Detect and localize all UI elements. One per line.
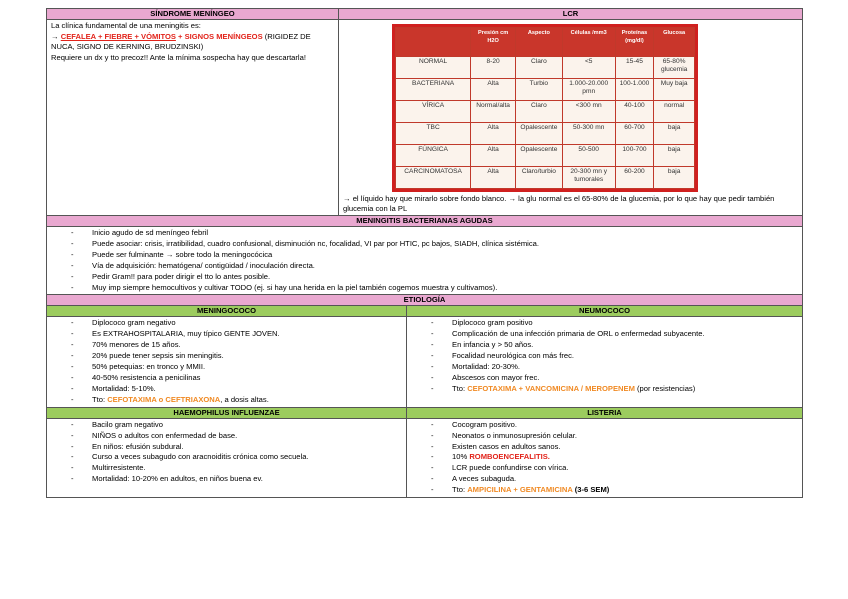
lcr-col-header: Aspecto: [515, 28, 562, 57]
lcr-cell: BACTERIANA: [396, 79, 471, 101]
tto-drug: AMPICILINA + GENTAMICINA: [467, 485, 573, 495]
lcr-cell: Muy baja: [654, 79, 695, 101]
lcr-cell: 65-80% glucemia: [654, 57, 695, 79]
list-item: - Neonatos o inmunosupresión celular.: [411, 431, 798, 442]
lcr-cell: 20-300 mn y tumorales: [562, 167, 615, 189]
lcr-col-header: Células /mm3: [562, 28, 615, 57]
tto-label: Tto:: [452, 485, 468, 495]
neumococo-header: NEUMOCOCO: [407, 306, 803, 317]
list-item: - 50% petequias: en tronco y MMII.: [51, 362, 402, 373]
lcr-row: [396, 145, 695, 167]
list-item: - En niños: efusión subdural.: [51, 442, 402, 453]
listeria-list: [411, 420, 798, 496]
lcr-cell: Normal/alta: [471, 101, 516, 123]
meningococo-cell: [47, 317, 407, 407]
list-item: - Mortalidad: 10-20% en adultos, en niños buena ev.: [51, 474, 402, 485]
tto-label: Tto:: [92, 394, 108, 404]
sindrome-line3: Requiere un dx y tto precoz!! Ante la mínima sospecha hay que descartarla!: [51, 52, 306, 62]
lcr-cell: <300 mn: [562, 101, 615, 123]
romb-prefix: 10%: [452, 452, 470, 462]
lcr-cell: NORMAL: [396, 57, 471, 79]
list-item: - Cocogram positivo.: [411, 420, 798, 431]
lcr-row: [396, 57, 695, 79]
summary-table: [46, 8, 803, 306]
haemophilus-cell: [47, 418, 407, 497]
lcr-cell: Alta: [471, 79, 516, 101]
list-item: - NIÑOS o adultos con enfermedad de base.: [51, 431, 402, 442]
sindrome-header: SÍNDROME MENÍNGEO: [47, 9, 339, 20]
list-item: - Vía de adquisición: hematógena/ contigüidad / inoculación directa.: [51, 261, 798, 272]
listeria-cell: [407, 418, 803, 497]
list-item: - Multirresistente.: [51, 463, 402, 474]
list-item: - 70% menores de 15 años.: [51, 340, 402, 351]
agudas-list: [51, 228, 798, 293]
lcr-row: [396, 167, 695, 189]
lcr-row: [396, 101, 695, 123]
lcr-cell: Opalescente: [515, 145, 562, 167]
sindrome-signos-detail: (RIGIDEZ DE NUCA, SIGNO DE KERNING, BRUDZINSKI): [51, 31, 311, 51]
list-item: - LCR puede confundirse con vírica.: [411, 463, 798, 474]
lcr-cell: Opalescente: [515, 123, 562, 145]
list-item: - Puede ser fulminante → sobre todo la meningocócica: [51, 250, 798, 261]
lcr-note: → el líquido hay que mirarlo sobre fondo blanco. → la glu normal es el 65-80% de la glucemia, por lo que hay que pedir también glucemia con la PL: [343, 194, 775, 213]
neumococo-list: [411, 318, 798, 394]
list-item: - Bacilo gram negativo: [51, 420, 402, 431]
arrow-glyph: →: [51, 31, 61, 41]
meningococo-header: MENINGOCOCO: [47, 306, 407, 317]
sindrome-line1: La clínica fundamental de una meningitis es:: [51, 21, 201, 30]
lcr-col-header: Glucosa: [654, 28, 695, 57]
list-item: - Existen casos en adultos sanos.: [411, 442, 798, 453]
neumococo-cell: [407, 317, 803, 407]
lcr-table-frame: [392, 24, 698, 192]
tto-drug: CEFOTAXIMA o CEFTRIAXONA: [107, 394, 221, 404]
list-item: - 20% puede tener sepsis sin meningitis.: [51, 351, 402, 362]
lcr-cell: Turbio: [515, 79, 562, 101]
lcr-cell: baja: [654, 167, 695, 189]
lcr-cell: Claro: [515, 101, 562, 123]
meningococo-tto: [51, 395, 402, 406]
list-item: - Mortalidad: 5-10%.: [51, 384, 402, 395]
list-item: - Inicio agudo de sd meníngeo febril: [51, 228, 798, 239]
listeria-tto: [411, 485, 798, 496]
document-sheet: [46, 8, 802, 498]
list-item: - Complicación de una infección primaria de ORL o enfermedad subyacente.: [411, 329, 798, 340]
lcr-cell: normal: [654, 101, 695, 123]
list-item: - Es EXTRAHOSPITALARIA, muy típico GENTE JOVEN.: [51, 329, 402, 340]
lcr-row: [396, 79, 695, 101]
list-item: - Curso a veces subagudo con aracnoiditis crónica como secuela.: [51, 452, 402, 463]
lcr-cell: CARCINOMATOSA: [396, 167, 471, 189]
tto-label: Tto:: [452, 383, 468, 393]
sindrome-triad: CEFALEA + FIEBRE + VÓMITOS: [60, 31, 176, 41]
lcr-cell: 50-500: [562, 145, 615, 167]
list-item: - A veces subaguda.: [411, 474, 798, 485]
tto-suffix: (3-6 SEM): [572, 485, 610, 495]
lcr-cell: FÚNGICA: [396, 145, 471, 167]
list-item: - Abscesos con mayor frec.: [411, 373, 798, 384]
lcr-col-header: [396, 28, 471, 57]
lcr-header-row: [396, 28, 695, 57]
lcr-cell: Alta: [471, 145, 516, 167]
agudas-header: MENINGITIS BACTERIANAS AGUDAS: [47, 216, 803, 227]
meningococo-list: [51, 318, 402, 405]
listeria-header: LISTERIA: [407, 407, 803, 418]
tto-drug: CEFOTAXIMA + VANCOMICINA / MEROPENEM: [467, 383, 635, 393]
agudas-cell: [47, 227, 803, 295]
neumococo-tto: [411, 384, 798, 395]
lcr-row: [396, 123, 695, 145]
tto-suffix: (por resistencias): [634, 383, 696, 393]
etiology-table: [46, 305, 803, 498]
lcr-cell: 60-200: [615, 167, 654, 189]
lcr-cell: 50-300 mn: [562, 123, 615, 145]
lcr-cell: 100-1.000: [615, 79, 654, 101]
list-item: - Focalidad neurológica con más frec.: [411, 351, 798, 362]
lcr-cell: baja: [654, 123, 695, 145]
romb-text: ROMBOENCEFALITIS.: [469, 452, 550, 462]
list-item: - Diplococo gram negativo: [51, 318, 402, 329]
haemophilus-list: [51, 420, 402, 485]
lcr-cell: Claro: [515, 57, 562, 79]
lcr-cell: 100-700: [615, 145, 654, 167]
etiologia-header: ETIOLOGÍA: [47, 295, 803, 306]
lcr-cell: TBC: [396, 123, 471, 145]
lcr-cell: 1.000-20.000 pmn: [562, 79, 615, 101]
lcr-cell: Alta: [471, 123, 516, 145]
list-item: - Diplococo gram positivo: [411, 318, 798, 329]
sindrome-signos: SIGNOS MENÍNGEOS: [184, 31, 263, 41]
list-item: - Puede asociar: crisis, irratibilidad, cuadro confusional, disminución nc, focalidad, VI par por HTIC, pc bajos, SIADH, clínica sistémica.: [51, 239, 798, 250]
lcr-header: LCR: [339, 9, 803, 20]
list-item: - En infancia y > 50 años.: [411, 340, 798, 351]
lcr-cell: 40-100: [615, 101, 654, 123]
lcr-cell: 8-20: [471, 57, 516, 79]
list-item: - Pedir Gram!! para poder dirigir el tto lo antes posible.: [51, 272, 798, 283]
haemophilus-header: HAEMOPHILUS INFLUENZAE: [47, 407, 407, 418]
lcr-col-header: Proteínas (mg/dl): [615, 28, 654, 57]
list-item: - Muy imp siempre hemocultivos y cultivar TODO (ej. si hay una herida en la piel también cogemos muestra y cultivamos).: [51, 283, 798, 294]
sindrome-line2: [51, 32, 334, 53]
lcr-cell: <5: [562, 57, 615, 79]
lcr-cell: VÍRICA: [396, 101, 471, 123]
tto-suffix: , a dosis altas.: [220, 394, 269, 404]
listeria-romb: [411, 452, 798, 463]
lcr-cell: baja: [654, 145, 695, 167]
sindrome-cell: [47, 20, 339, 216]
list-item: - 40-50% resistencia a penicilinas: [51, 373, 402, 384]
lcr-cell: Claro/turbio: [515, 167, 562, 189]
lcr-col-header: Presión cm H2O: [471, 28, 516, 57]
lcr-cell: 15-45: [615, 57, 654, 79]
lcr-cell: Alta: [471, 167, 516, 189]
lcr-table: [395, 27, 695, 189]
lcr-cell: 60-700: [615, 123, 654, 145]
lcr-cell: [339, 20, 803, 216]
plus-glyph: +: [175, 31, 185, 41]
list-item: - Mortalidad: 20-30%.: [411, 362, 798, 373]
